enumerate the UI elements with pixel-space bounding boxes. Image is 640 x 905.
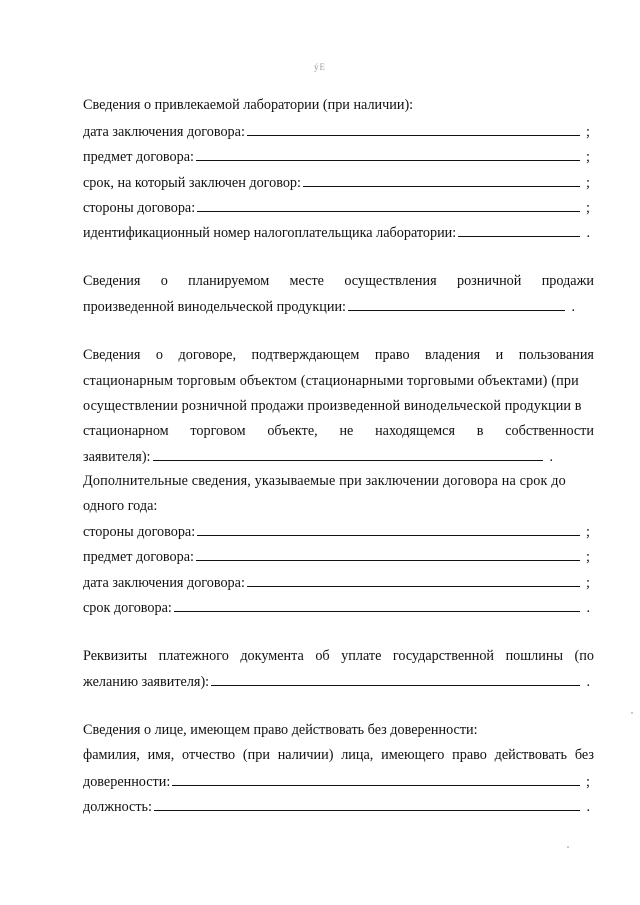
field-end: ; [586,774,590,790]
word: объекте, [267,423,318,439]
extra-info-line-1: Дополнительные сведения, указываемые при заключении договора на срок до [83,473,566,489]
word: платежного [158,648,229,664]
field-label: срок, на который заключен договор: [83,175,301,191]
field-label: предмет договора: [83,149,194,165]
short-contract-subject-field [83,546,590,566]
applicant-contract-field [83,446,553,466]
field-label: желанию заявителя): [83,674,210,690]
field-end: ; [586,200,590,216]
field-end: . [586,225,590,241]
word: торговом [190,423,246,439]
sale-place-heading [83,271,594,291]
field-label: дата заключения договора: [83,124,245,140]
proxy-free-person-field [83,771,590,791]
contract-section-line-4 [83,421,594,441]
word: имя, [147,747,175,763]
field-end: ; [586,124,590,140]
blank-line [154,796,580,811]
field-end: . [586,799,590,815]
field-end: ; [586,524,590,540]
field-label: предмет договора: [83,549,194,565]
blank-line [153,446,544,461]
word: право [452,747,487,763]
blank-line [196,146,580,161]
word: стационарном [83,423,169,439]
word: уплате [341,648,382,664]
word: фамилия, [83,747,140,763]
blank-line [197,521,580,536]
field-end: . [549,449,553,465]
payment-document-field [83,671,590,691]
word: наличии) [277,747,334,763]
field-end: . [571,299,575,315]
blank-line [348,296,565,311]
word: продажи [541,273,594,289]
field-label: заявителя): [83,449,151,465]
extra-info-line-2: одного года: [83,498,158,514]
word: о [160,273,168,289]
word: собственности [505,423,594,439]
blank-line [211,671,580,686]
word: лица, [341,747,374,763]
word: пошлины [505,648,563,664]
position-field [83,796,590,816]
word: не [339,423,354,439]
person-section-line-2 [83,745,594,765]
word: в [476,423,484,439]
word: (при [242,747,270,763]
short-contract-date-field [83,572,590,592]
blank-line [197,197,580,212]
field-label: стороны договора: [83,524,196,540]
field-label: стороны договора: [83,200,196,216]
scan-speck [567,846,569,848]
field-label: произведенной винодельческой продукции: [83,299,346,315]
word: и [495,347,504,363]
payment-section-heading [83,646,594,666]
word: (по [574,648,594,664]
field-end: ; [586,175,590,191]
short-contract-term-field [83,597,590,617]
word: об [315,648,330,664]
word: Сведения [83,347,141,363]
word: Реквизиты [83,648,148,664]
field-end: ; [586,149,590,165]
field-end: ; [586,575,590,591]
short-contract-parties-field [83,521,590,541]
word: находящемся [375,423,455,439]
word: право [374,347,410,363]
blank-line [172,771,580,786]
field-label: должность: [83,799,152,815]
contract-section-line-3: осуществлении розничной продажи произведенной винодельческой продукции в [83,398,582,414]
lab-section-heading: Сведения о привлекаемой лаборатории (при наличии): [83,97,414,113]
blank-line [247,572,580,587]
field-end: . [586,674,590,690]
word: действовать [494,747,568,763]
field-end: . [586,600,590,616]
lab-contract-term-field [83,172,590,192]
word: осуществления [344,273,437,289]
lab-contract-parties-field [83,197,590,217]
page-number: ýE [314,62,326,72]
word: отчество [182,747,236,763]
word: подтверждающем [251,347,360,363]
lab-contract-subject-field [83,146,590,166]
blank-line [174,597,580,612]
word: без [574,747,594,763]
word: государственной [392,648,495,664]
sale-place-field [83,296,575,316]
scan-speck [631,712,633,714]
word: розничной [456,273,522,289]
word: договоре, [178,347,237,363]
word: документа [240,648,304,664]
field-label: идентификационный номер налогоплательщика лаборатории: [83,225,457,241]
word: владения [425,347,481,363]
word: имеющего [381,747,445,763]
word: пользования [518,347,594,363]
word: о [155,347,164,363]
blank-line [458,222,580,237]
word: планируемом [188,273,270,289]
lab-inn-field [83,222,590,242]
blank-line [247,121,580,136]
person-section-heading: Сведения о лице, имеющем право действовать без доверенности: [83,722,478,738]
field-label: дата заключения договора: [83,575,245,591]
contract-section-heading [83,345,594,365]
word: Сведения [83,273,141,289]
word: месте [289,273,324,289]
field-end: ; [586,549,590,565]
blank-line [196,546,580,561]
blank-line [303,172,580,187]
lab-contract-date-field [83,121,590,141]
field-label: срок договора: [83,600,172,616]
field-label: доверенности: [83,774,171,790]
contract-section-line-2: стационарным торговым объектом (стационарными торговыми объектами) (при [83,373,579,389]
